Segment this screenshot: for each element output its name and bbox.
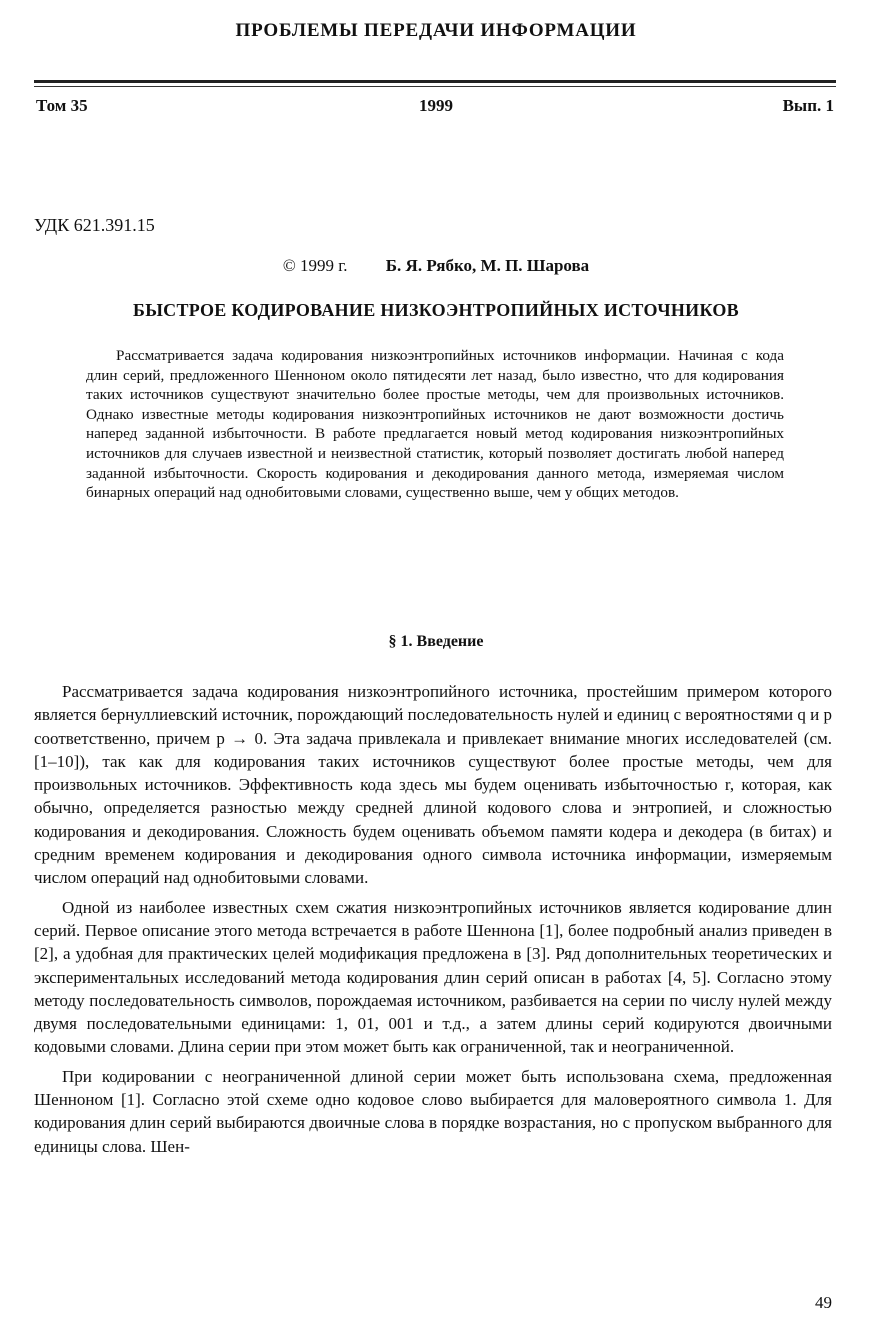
- header-rule-thin: [34, 86, 836, 87]
- header-rule-thick: [34, 80, 836, 83]
- body-paragraph: При кодировании с неограниченной длиной серии может быть использована схема, предложенная Шенноном [1]. Согласно этой схеме одно кодовое слово выбирается для маловероятного символа 1. Для кодирования длин серий выбираются двоичные слова в порядке возрастания, но с пропуском выбранного для единицы слова. Шен-: [34, 1066, 832, 1156]
- body-paragraph: Одной из наиболее известных схем сжатия низкоэнтропийных источников является кодирование длин серий. Первое описание этого метода встречается в работе Шеннона [1], более подробный анализ приведен в [2], а удобная для практических целей модификация предложена в [3]. Ряд дополнительных теоретических и экспериментальных исследований метода кодирования длин серий описан в работах [4, 5]. Согласно этому методу последовательность символов, порождаемая источником, разбивается на серии по числу нулей между двумя последовательными единицами: 1, 01, 001 и т.д., а затем длины серий кодируются двоичными кодовыми словами. Длина серии при этом может быть как ограниченной, так и неограниченной.: [34, 897, 832, 1057]
- body-paragraph: Рассматривается задача кодирования низкоэнтропийного источника, простейшим примером которого является бернуллиевский источник, порождающий последовательность нулей и единиц с вероятностями q и p соответственно, причем p → 0. Эта задача привлекала и привлекает внимание многих исследователей (см. [1–10]), так как для кодирования таких источников существуют более простые методы, чем для произвольных источников. Эффективность кода здесь мы будем оценивать избыточностью r, которая, как обычно, определяется разностью между средней длиной кодового слова и энтропией, и сложностью кодирования и декодирования. Сложность будем оценивать объемом памяти кодера и декодера (в битах) и средним временем кодирования и декодирования одного символа источника информации, измеряемым числом операций над однобитовыми словами.: [34, 682, 832, 888]
- journal-title: ПРОБЛЕМЫ ПЕРЕДАЧИ ИНФОРМАЦИИ: [235, 20, 637, 41]
- byline: [0, 256, 872, 276]
- issue-label: Вып. 1: [782, 96, 834, 115]
- section-body: [34, 680, 832, 1164]
- page-number: 49: [815, 1293, 832, 1312]
- paper-title: БЫСТРОЕ КОДИРОВАНИЕ НИЗКОЭНТРОПИЙНЫХ ИСТОЧНИКОВ: [133, 300, 739, 320]
- copyright-notice: © 1999 г.: [282, 256, 348, 275]
- abstract: Рассматривается задача кодирования низкоэнтропийных источников информации. Начиная с кода длин серий, предложенного Шенноном около пятидесяти лет назад, было известно, что для кодирования таких источников существуют значительно более простые методы, чем для произвольных источников. Однако известные методы кодирования низкоэнтропийных источников не дают возможности достичь наперед заданной избыточности. В работе предлагается новый метод кодирования низкоэнтропийных источников для случаев известной и неизвестной статистик, который позволяет достигать любой наперед заданной избыточности. Скорость кодирования и декодирования данного метода, измеряемая числом бинарных операций над однобитовыми словами, существенно выше, чем у общих методов.: [86, 347, 784, 502]
- author-names: Б. Я. Рябко, М. П. Шарова: [385, 256, 590, 275]
- volume-label: Том 35: [36, 96, 88, 115]
- udk-code: УДК 621.391.15: [34, 215, 155, 235]
- issue-year: 1999: [419, 96, 453, 115]
- section-heading: § 1. Введение: [388, 633, 484, 650]
